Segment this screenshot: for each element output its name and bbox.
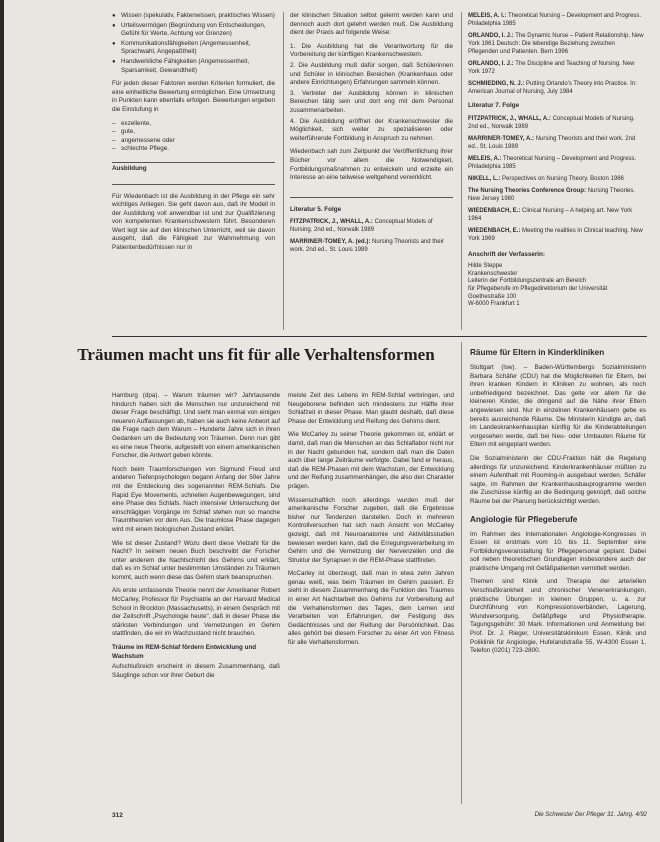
reference-text: Nursing Theories. New Jersey 1980 xyxy=(468,187,635,202)
reference-author: WIEDENBACH, E.: xyxy=(468,207,521,214)
column-separator xyxy=(283,12,284,330)
side-articles xyxy=(470,348,646,661)
reference xyxy=(468,135,646,151)
article-paragraph: Wie ist dieser Zustand? Wozu dient diese Vielzahl für die Nacht? In seinem neuen Buch beschreibt der Forscher unter anderem die Nachtschicht des Gehirns und erklärt, daß es im Schlaf unter bestimmten Umständen zu Träumen kommt, auch wenn diese das Gehirn stark beanspruchen. xyxy=(112,539,280,581)
side-article-paragraph: Themen sind Klinik und Therapie der arteriellen Verschlußkrankheit und chronischer Venenerkrankungen, praktische Übungen in kleinen Gruppen, u. a. zur Durchführung von Kompressionsverbänden, Lagerung, Wundversorgung, Gefäßpflege und Physiotherapie. Tagungsgebühr: 30 Mark. Informationen und Anmeldung bei: Prof. Dr. J. Rieger, Universitätsklinikum Essen, Klinik und Poliklinik für Angiologie, Hufelandstraße 55, W-4300 Essen 1, Telefon (0201) 723-2800. xyxy=(470,578,646,655)
article-column-2 xyxy=(288,392,454,653)
reference xyxy=(468,80,646,96)
paragraph: Für jeden dieser Faktoren werden Kriterien formuliert, die eine einheitliche Bewertung ermöglichen. Eine Umsetzung in Punkten kann ebenfalls erfolgen. Bewertungen ergeben die Einstufung in xyxy=(112,80,275,113)
grade-item: – gute, xyxy=(112,128,275,137)
reference-author: MARRINER-TOMEY, A. (ed.): xyxy=(290,239,371,246)
reference-author: MARRINER-TOMEY, A.: xyxy=(468,135,534,142)
divider xyxy=(290,197,453,198)
grade-list xyxy=(112,120,275,154)
address-heading: Anschrift der Verfasserin: xyxy=(468,250,545,258)
bullet-item: ● Urteilsvermögen (Begründung von Entscheidungen, Gefühl für Werte, Achtung vor Grenzen) xyxy=(112,22,275,39)
side-article-paragraph: Die Sozialministerin der CDU-Fraktion hält die Regelung allerdings für unzureichend. Kinderkrankenhäuser müßten zu einem Aufenthalt mit Rooming-in ausgebaut werden. Schäfer sagte, im Rahmen der Krankenhausbauprogramme werden die Zuschüsse künftig an die Bedingung geknüpft, daß solche Räume bei der Planung berücksichtigt werden. xyxy=(470,454,646,505)
side-article-paragraph: Stuttgart (lsw). – Baden-Württembergs Sozialministerin Barbara Schäfer (CDU) hat die Möglichkeiten für Eltern, bei ihren kranken Kindern in Kliniken zu wohnen, als noch unbefriedigend bezeichnet. Das gelte vor allem für die kleineren Kinder, die dringend auf die Nähe ihrer Eltern angewiesen sind. Nur in einzelnen Krankenhäusern gebe es bereits ausreichende Räume. Die Ministerin kündigte an, daß im Landeskrankenhausplan künftig für die Kinderabteilungen vorgesehen werde, daß bei Neu- oder Umbauten Räume für Eltern mit eingeplant werden. xyxy=(470,364,646,449)
reference-text: Nursing Theorists and their work. 2nd ed., St. Louis 1989 xyxy=(468,135,636,150)
paragraph: Wiedenbach sah zum Zeitpunkt der Veröffentlichung ihrer Bücher vor allem die Notwendigkeit, Fortbildungsmaßnahmen zu entwickeln und erzielte ein Interesse an eine teilweise weltgehend verwirklicht. xyxy=(290,148,453,182)
bullet-item: ● Wissen (spekulativ, Faktenwissen, praktisches Wissen) xyxy=(112,12,275,21)
reference-text: Clinical Nursing – A helping art. New York 1964 xyxy=(468,207,633,222)
reference-author: SCHMIEDING, N. J.: xyxy=(468,81,525,87)
section-heading: Ausbildung xyxy=(112,162,275,174)
reference xyxy=(468,115,646,131)
reference-author: ORLANDO, I. J.: xyxy=(468,61,514,67)
journal-footer: Die Schwester Der Pfleger 31. Jahrg. 4/92 xyxy=(534,812,647,818)
bullet-item: ● Handwerkliche Fähigkeiten (Angemessenheit, Sparsamkeit, Gewandtheit) xyxy=(112,58,275,75)
article-subheading: Träume im REM-Schlaf fördern Entwicklung und Wachstum xyxy=(112,644,257,660)
section-separator xyxy=(112,336,647,337)
grade-item: – angemessene oder xyxy=(112,137,275,146)
paragraph: Für Wiedenbach ist die Ausbildung in der Pflege ein sehr wichtiges Anliegen. Sie geht davon aus, daß ihr Modell in der Ausbildung voll anwendbar ist und zur Qualifizierung von kompetenten Krankenschwestern führt. Besonderen Wert legt sie auf den klinischen Unterricht, weil sie davon ausgeht, daß die Fähigkeit zur Wahrnehmung von Patientenbedürfnissen nur in xyxy=(112,192,275,252)
side-article-title: Angiologie für Pflegeberufe xyxy=(470,514,578,524)
numbered-item: 1. Die Ausbildung hat die Verantwortung für die Vorbereitung der künftigen Krankenschwestern. xyxy=(290,42,453,59)
grade-item: – schlechte Pflege. xyxy=(112,145,275,154)
article-paragraph: meiste Zeit des Lebens im REM-Schlaf verbringen, und Neugeborene befinden sich mindestens zur Hälfte ihrer Schlafzeit in dieser Phase. Man glaubt deshalb, daß diese Phase der Entwicklung und Reifung des Gehirns dient. xyxy=(288,392,454,425)
reference xyxy=(468,155,646,171)
reference xyxy=(468,12,646,28)
side-article-paragraph: Im Rahmen des Internationalen Angiologie-Kongresses in Essen ist erstmals vom 10. bis 11. September eine Fortbildungsveranstaltung für Pflegepersonal geplant. Dabei soll neben theoretischen Grundlagen insbesondere auch der praktische Umgang mit Gefäßpatienten vermittelt werden. xyxy=(470,530,646,572)
column-separator xyxy=(461,12,462,330)
article-paragraph: Als erste umfassende Theorie nennt der Amerikaner Robert McCarley, Professor für Psychiatrie an der Harvard Medical School in Brockton (Massachusetts), in einem Gespräch mit der Zeitschrift „Psychologie heute", daß in dieser Phase die stärksten Verbindungen und Vernetzungen im Gehirn stattfinden, die wir im Wachzustand nicht brauchen. xyxy=(112,587,280,638)
bullet-item: ● Kommunikationsfähigkeiten (Angemessenheit, Sprachwahl, Angepaßtheit) xyxy=(112,40,275,57)
address-line: für Pflegeberufe im Pflegedirektorium der Universität xyxy=(468,285,608,292)
address-line: Krankenschwester xyxy=(468,270,518,277)
literature-heading: Literatur 7. Folge xyxy=(468,102,520,109)
address-line: Hilde Steppe xyxy=(468,263,503,270)
article-paragraph: Wie McCarley zu seiner Theorie gekommen ist, erklärt er damit, daß man die Menschen an das Schlaflabor nicht nur in der Nacht gebunden hat, sondern daß man die Daten auch über lange Zeiträume verfolgte. Dabei fand er heraus, daß die REM-Phasen mit dem Wachstum, der Entwicklung und der Reifung zusammenhängen, die also den Charakter prägen. xyxy=(288,431,454,490)
address-line: Goethestraße 100 xyxy=(468,293,517,300)
column-separator xyxy=(461,342,462,804)
reference-text: Theoretical Nursing – Development and Progress. Philadelphia 1985 xyxy=(468,155,637,170)
paragraph: der klinischen Situation selbst gelernt werden kann und dennoch auch dort gelehrt werden muß. Die Ausbildung dient der Praxis auf folgende Weise: xyxy=(290,12,453,37)
numbered-item: 4. Die Ausbildung eröffnet der Krankenschwester die Möglichkeit, sich weiter zu spezialisieren oder weiterführende Fortbildung in Anspruch zu nehmen. xyxy=(290,117,453,142)
numbered-item: 2. Die Ausbildung muß dafür sorgen, daß Schülerinnen und Schüler in klinischen Bereichen (Krankenhaus oder andere Einrichtungen) Erfahrungen sammeln können. xyxy=(290,61,453,87)
article-paragraph: McCarley ist überzeugt, daß man in etwa zehn Jahren genau weiß, was beim Träumen im Gehirn passiert. Er sieht in diesem Zusammenhang die Funktion des Traumes in einer Art Nachtarbeit des Gehirns zur Vorbereitung auf die Verhaltensformen des Tages, dem Lernen und Verarbeiten von Erfahrungen, der Festigung des Gedächtnisses und der Reifung der Persönlichkeit. Das alles gehört bei diesem Forscher zu einer Art von Fitness für alle Verhaltensformen. xyxy=(288,570,454,647)
reference xyxy=(290,238,453,254)
reference xyxy=(290,218,453,234)
reference-author: MELEIS, A.: xyxy=(468,155,502,162)
divider xyxy=(112,184,275,185)
reference-text: Putting Orlando's Theory into Practice. In: American Journal of Nursing, July 1984 xyxy=(468,81,637,95)
reference-author: ORLANDO, I. J.: xyxy=(468,33,514,39)
column-left-top xyxy=(112,12,275,258)
reference-author: NIKELL, L.: xyxy=(468,175,501,182)
address-line: W-6000 Frankfurt 1 xyxy=(468,301,520,308)
reference-author: MELEIS, A. I.: xyxy=(468,13,507,19)
reference-author: FITZPATRICK, J., WHALL, A.: xyxy=(290,219,373,226)
grade-item: – exzellente, xyxy=(112,120,275,129)
address-block xyxy=(468,263,646,309)
reference-text: Perspectives on Nursing Theory. Boston 1986 xyxy=(502,175,624,182)
page-spine xyxy=(0,0,4,842)
reference-text: The Dynamic Nurse – Patient Relationship. New York 1961 Deutsch: Die lebendige Beziehung zwischen Pflegenden und Patienten. Bern 1996 xyxy=(468,33,644,55)
reference-text: Meeting the realities in Clinical teaching. New York 1969 xyxy=(468,227,643,242)
numbered-list xyxy=(290,43,453,144)
column-right-top xyxy=(468,12,646,313)
article-paragraph: Hamburg (dpa). – Warum träumen wir? Jahrtausende hindurch haben sich die Menschen nur unzureichend mit dieser Frage beschäftigt. Und sieht man einmal von einigen neueren Auffassungen ab, haben sie auch keine Antwort auf die Frage nach dem Warum – Hunderte Jahre sich in ihren Gedanken um die Bedeutung von Träumen. Denn nun gibt es eine neue Theorie, aufgestellt von einem amerikanischen Forscher, die Antwort geben könnte. xyxy=(112,392,280,460)
column-middle-top xyxy=(290,12,453,258)
reference-author: FITZPATRICK, J., WHALL, A.: xyxy=(468,115,551,122)
article-paragraph: Aufschlußreich erscheint in diesem Zusammenhang, daß Säuglinge schon vor ihrer Geburt die xyxy=(112,663,280,679)
literature-heading: Literatur 5. Folge xyxy=(290,205,342,213)
reference-text: Theoretical Nursing – Development and Progress. Philadelphia 1985 xyxy=(468,13,642,27)
reference xyxy=(468,60,646,76)
reference xyxy=(468,207,646,223)
reference-text: Conceptual Models of Nursing. 2nd ed., Norwalk 1989 xyxy=(290,219,433,234)
article-headline: Träumen macht uns fit für alle Verhaltensformen xyxy=(77,345,435,364)
reference-text: The Discipline and Teaching of Nursing. New York 1972 xyxy=(468,61,635,75)
article-paragraph: Wissenschaftlich noch allerdings wurden muß der amerikanische Forscher zugeben, daß die Ergebnisse bisher nur Tendenzen darstellen. Doch in mehreren Kontrollversuchen hat sich nach Ansicht von McCarley gezeigt, daß mit Neuroanatomie und Aktivitätsstudien bewiesen werden kann, daß die Erregungsverarbeitung im Gehirn und die Vernetzung der Nervenzellen und die Struktur der Synapsen in der REM-Phase stattfinden. xyxy=(288,496,454,564)
article-column-1 xyxy=(112,392,280,685)
reference-author: The Nursing Theories Conference Group: xyxy=(468,187,587,194)
bullet-list xyxy=(112,12,275,75)
article-paragraph: Noch beim Traumforschungen von Sigmund Freud und anderen Tiefenpsychologen begann Anfang der 50er Jahre mit der Entdeckung des sogenannten REM-Schlafs. Die Rapid Eye Movements, schnellen Augenbewegungen, sind eine Phase des Schlafs. Nach intensiver Untersuchung der einschlägigen Vorgänge im Schlaf stehen nun so manche Traumtheorien vor dem Aus. Die traumlose Phase dagegen wird mit einem biologischen Zustand erklärt. xyxy=(112,465,280,533)
reference xyxy=(468,32,646,56)
reference xyxy=(468,227,646,243)
numbered-item: 3. Vertreter der Ausbildung können in klinischen Bereichen tätig sein und dort eng mit dem Personal zusammenarbeiten. xyxy=(290,89,453,114)
reference xyxy=(468,187,646,203)
address-line: Leiterin der Fortbildungszentrale am Bereich xyxy=(468,278,587,285)
reference-text: Conceptual Models of Nursing. 2nd ed., Norwalk 1989 xyxy=(468,115,635,130)
reference-author: WIEDENBACH, E.: xyxy=(468,227,521,234)
reference-text: Nursing Theorists and their work. 2nd ed., St. Louis 1989 xyxy=(290,239,444,254)
reference xyxy=(468,175,646,183)
side-article-title: Räume für Eltern in Kinderkliniken xyxy=(470,348,605,357)
page-number: 312 xyxy=(112,812,123,819)
